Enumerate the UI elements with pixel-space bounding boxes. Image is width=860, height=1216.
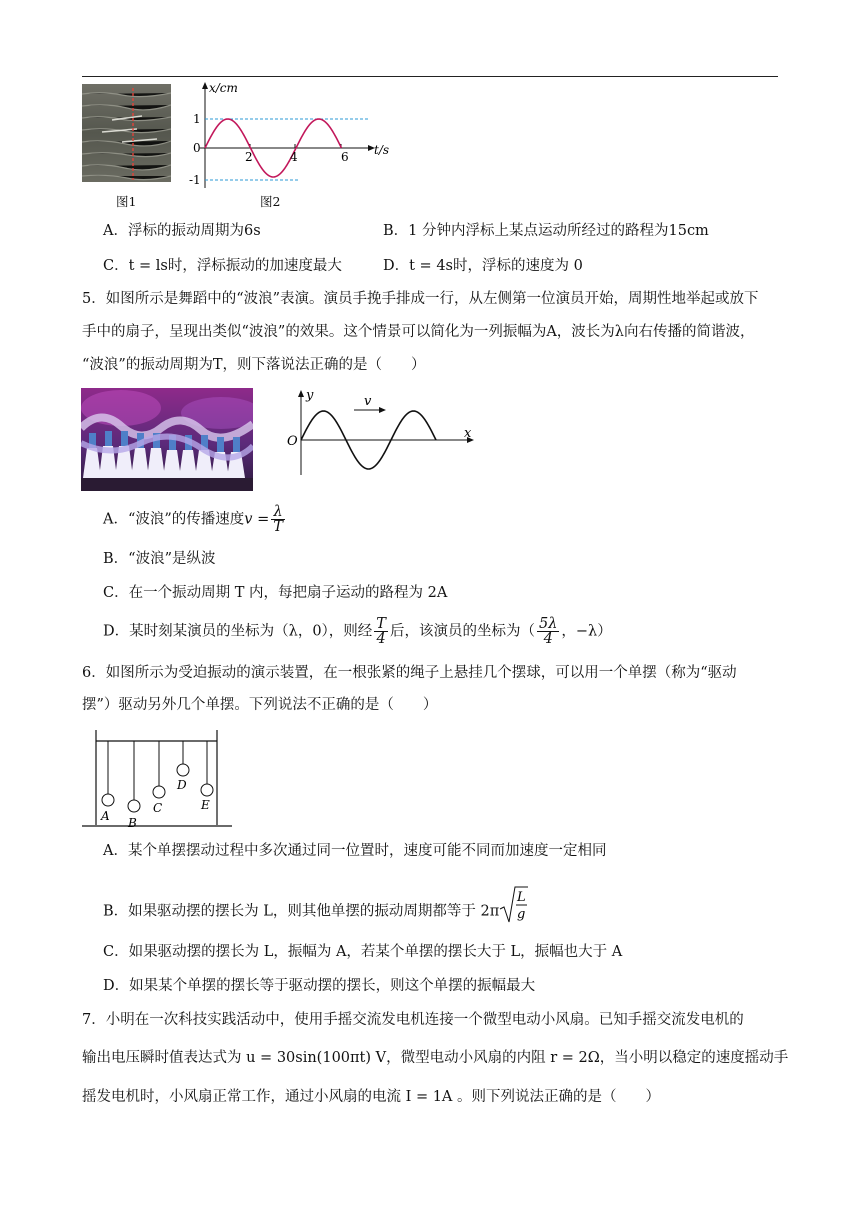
q5-stem-line2: 手中的扇子，呈现出类似“波浪”的效果。这个情景可以简化为一列振幅为A，波长为λ向右传播的简谐波，	[82, 324, 755, 340]
q4-option-d: D．t = 4s时，浮标的速度为 0	[383, 258, 583, 274]
q6-option-b-sqrt	[499, 885, 529, 938]
vib-x-tick-6: 6	[341, 150, 349, 164]
q5-option-d-den1: 4	[376, 631, 386, 647]
fig2-caption: 图2	[260, 194, 281, 209]
q5-option-d-num1: T	[376, 616, 386, 632]
wave-y-label: y	[306, 388, 314, 403]
wave-origin-label: O	[287, 434, 298, 449]
q5-option-a-num: λ	[271, 505, 285, 520]
q7-stem-line2: 输出电压瞬时值表达式为 u = 30sin(100πt) V，微型电动小风扇的内阻 r = 2Ω，当小明以稳定的速度摇动手	[82, 1050, 789, 1066]
fig1-caption: 图1	[116, 194, 137, 209]
q5-option-d-middle: 后，该演员的坐标为（	[389, 623, 535, 640]
vib-x-tick-2: 2	[245, 150, 253, 164]
q6-option-b-coef: 2π	[480, 903, 500, 920]
q5-option-d-den2: 4	[543, 631, 553, 647]
q6-option-d: D．如果某个单摆的摆长等于驱动摆的摆长，则这个单摆的振幅最大	[103, 978, 536, 994]
float-photo	[82, 84, 171, 182]
q5-option-a-prefix: A．“波浪”的传播速度	[103, 511, 245, 528]
q5-option-a-den: T	[273, 519, 283, 535]
q7-stem-line1: 7．小明在一次科技实践活动中，使用手摇交流发电机连接一个微型电动小风扇。已知手摇交流发电机的	[82, 1012, 744, 1028]
wave-x-label: x	[464, 426, 472, 441]
q5-option-a-lhs: v =	[244, 511, 270, 528]
q5-option-a	[103, 505, 287, 534]
q4-option-a: A．浮标的振动周期为6s	[103, 223, 261, 239]
top-rule	[82, 76, 778, 77]
pendulum-label-b: B	[128, 816, 137, 829]
q6-option-b-num: L	[517, 890, 526, 905]
q7-stem-line3: 摇发电机时，小风扇正常工作，通过小风扇的电流 I = 1A 。则下列说法正确的是（ ）	[82, 1089, 661, 1105]
vib-y-axis-label: x/cm	[209, 81, 238, 95]
q5-option-d-suffix: ，−λ）	[561, 623, 612, 640]
vib-x-tick-4: 4	[290, 150, 298, 164]
q6-stem-line1: 6．如图所示为受迫振动的演示装置，在一根张紧的绳子上悬挂几个摆球，可以用一个单摆（称为“驱动	[82, 665, 737, 681]
q5-option-a-fraction	[271, 505, 285, 534]
pendulum-apparatus	[82, 727, 234, 829]
vib-x-axis-label: t/s	[374, 143, 390, 157]
vib-y-tick-neg1: -1	[189, 173, 201, 187]
q5-option-d-fraction1	[374, 617, 388, 646]
vibration-graph	[188, 78, 398, 190]
wave-graph	[284, 385, 484, 477]
q5-option-c: C．在一个振动周期 T 内，每把扇子运动的路程为 2A	[103, 585, 448, 601]
dance-photo	[81, 388, 253, 491]
q6-option-b	[103, 885, 529, 938]
wave-velocity-label: v	[364, 394, 372, 409]
q5-option-b: B．“波浪”是纵波	[103, 551, 216, 567]
q5-stem-line3: “波浪”的振动周期为T，则下落说法正确的是（ ）	[82, 357, 426, 373]
pendulum-label-e: E	[201, 798, 210, 812]
q5-option-d-num2: 5λ	[538, 616, 558, 632]
q5-option-d-prefix: D．某时刻某演员的坐标为（λ，0），则经	[103, 623, 373, 640]
q5-stem-line1: 5．如图所示是舞蹈中的“波浪”表演。演员手挽手排成一行，从左侧第一位演员开始，周期性地举起或放下	[82, 291, 759, 307]
q6-stem-line2: 摆”）驱动另外几个单摆。下列说法不正确的是（ ）	[82, 697, 438, 713]
q6-option-a: A．某个单摆摆动过程中多次通过同一位置时，速度可能不同而加速度一定相同	[103, 843, 607, 859]
pendulum-label-a: A	[101, 809, 110, 823]
vib-y-tick-1: 1	[193, 112, 201, 126]
pendulum-label-d: D	[177, 778, 187, 792]
q6-option-b-prefix: B．如果驱动摆的摆长为 L，则其他单摆的振动周期都等于	[103, 903, 476, 920]
q5-option-d-fraction2	[537, 617, 559, 646]
q6-option-c: C．如果驱动摆的摆长为 L，振幅为 A，若某个单摆的摆长大于 L，振幅也大于 A	[103, 944, 623, 960]
q5-option-d	[103, 617, 612, 646]
q4-option-c: C．t = ls时，浮标振动的加速度最大	[103, 258, 342, 274]
vib-y-tick-0: 0	[193, 141, 201, 155]
pendulum-label-c: C	[153, 801, 163, 815]
q4-option-b: B．1 分钟内浮标上某点运动所经过的路程为15cm	[383, 223, 709, 239]
q6-option-b-den: g	[517, 907, 526, 922]
